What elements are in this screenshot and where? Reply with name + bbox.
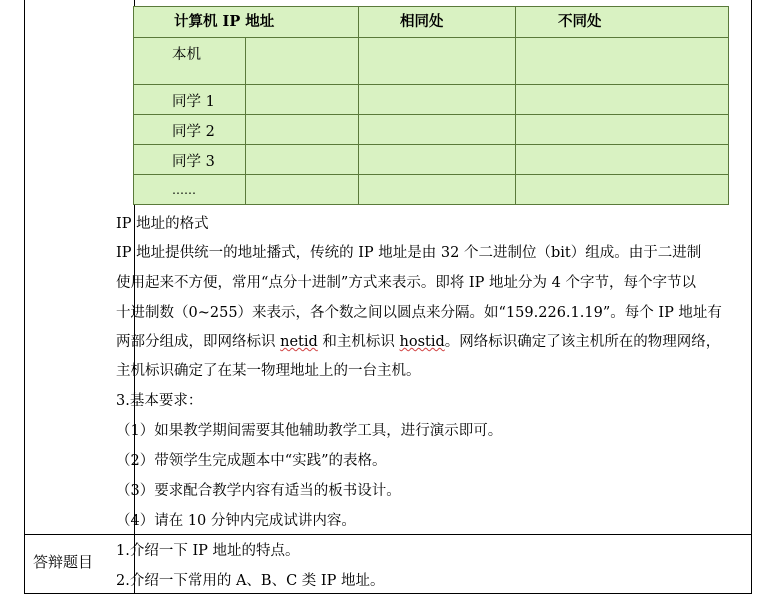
paragraph-line <box>116 330 720 351</box>
row-divider <box>25 534 752 535</box>
table-hline <box>134 174 728 175</box>
defense-question: 1.介绍一下 IP 地址的特点。 <box>116 543 300 559</box>
netid-term: netid <box>280 334 318 350</box>
table-row-label: 同学 2 <box>172 124 215 140</box>
table-row-label: 同学 1 <box>172 94 215 110</box>
table-row-label: …… <box>172 183 196 197</box>
text-fragment: 和主机标识 <box>317 334 400 350</box>
requirement-item: （1）如果教学期间需要其他辅助教学工具，进行演示即可。 <box>116 423 503 439</box>
ip-comparison-table <box>133 6 729 205</box>
text-fragment: 。网络标识确定了该主机所在的物理网络， <box>444 334 721 350</box>
defense-question: 2.介绍一下常用的 A、B、C 类 IP 地址。 <box>116 573 385 589</box>
table-hline <box>134 37 728 38</box>
paragraph-line: 主机标识确定了在某一物理地址上的一台主机。 <box>116 363 421 379</box>
requirement-item: （2）带领学生完成题本中“实践”的表格。 <box>116 453 387 469</box>
paragraph-line: 使用起来不方便，常用“点分十进制”方式来表示。即将 IP 地址分为 4 个字节，每个字节以 <box>116 275 696 291</box>
table-hline <box>134 144 728 145</box>
requirements-title: 3.基本要求： <box>116 393 203 409</box>
table-header-diff: 不同处 <box>558 13 602 30</box>
requirement-item: （4）请在 10 分钟内完成试讲内容。 <box>116 513 356 529</box>
text-fragment: 两部分组成，即网络标识 <box>116 334 281 350</box>
table-header-ip: 计算机 IP 地址 <box>174 13 275 30</box>
format-heading: IP 地址的格式 <box>116 216 209 232</box>
table-hline <box>134 84 728 85</box>
table-row-label: 同学 3 <box>172 154 215 170</box>
defense-label: 答辩题目 <box>33 553 94 571</box>
paragraph-line: IP 地址提供统一的地址播式，传统的 IP 地址是由 32 个二进制位（bit）组成。由于二进制 <box>116 245 702 261</box>
table-header-same: 相同处 <box>400 13 444 30</box>
requirement-item: （3）要求配合教学内容有适当的板书设计。 <box>116 483 401 499</box>
table-row-label: 本机 <box>172 47 201 63</box>
table-hline <box>134 114 728 115</box>
paragraph-line: 十进制数（0~255）来表示，各个数之间以圆点来分隔。如“159.226.1.19”。每个 IP 地址有 <box>116 305 722 321</box>
hostid-term: hostid <box>399 334 445 350</box>
table-vline <box>245 37 246 204</box>
